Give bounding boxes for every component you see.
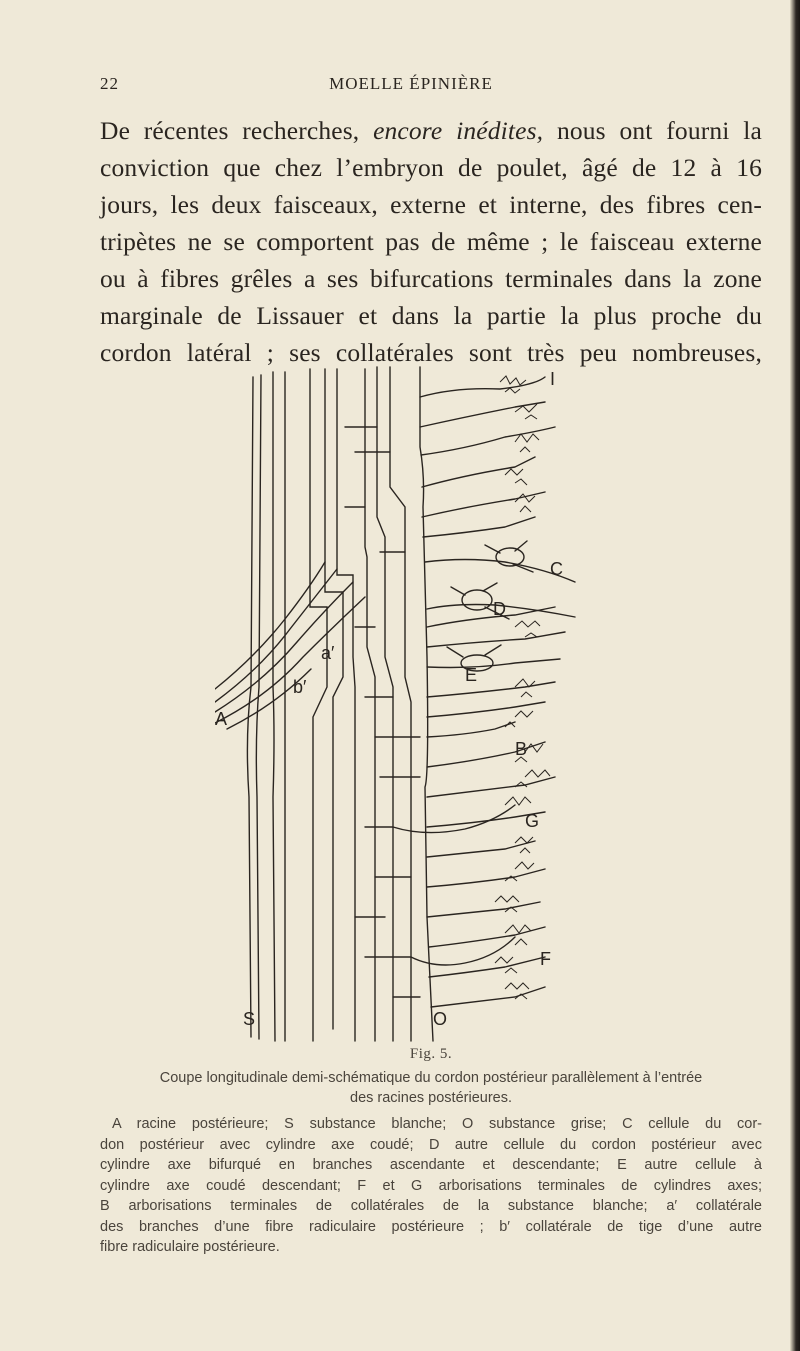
legend-line: B arborisations terminales de collatérales de la substance blanche; a′ collatérale [100, 1198, 762, 1214]
collateral-15 [427, 841, 535, 857]
label-s: S [243, 1009, 256, 1029]
legend-line: des branches d’une fibre radiculaire postérieure ; b′ collatérale de tige d’une autre [100, 1218, 762, 1235]
column-line-3 [273, 372, 275, 1041]
body-line [100, 112, 762, 149]
body-line: marginale de Lissauer et dans la partie la plus proche du [100, 301, 762, 330]
collateral-4 [422, 457, 535, 487]
collateral-18 [429, 927, 545, 947]
label-d: D [493, 599, 506, 619]
label-a: A [215, 709, 228, 729]
body-line: cordon latéral ; ses collatérales sont très peu nombreuses, [100, 338, 762, 367]
column-line-2 [256, 375, 261, 1039]
fiber-ticks [345, 427, 420, 997]
figure-legend [100, 1114, 762, 1258]
body-line: jours, les deux faisceaux, externe et interne, des fibres cen- [100, 190, 762, 219]
page-number: 22 [100, 74, 119, 93]
label-g: G [525, 811, 540, 831]
caption-line: des racines postérieures. [350, 1090, 512, 1106]
body-line: tripètes ne se comportent pas de même ; le faisceau externe [100, 227, 762, 256]
collateral-8 [427, 632, 565, 647]
collateral-16 [427, 869, 545, 887]
collateral-12 [427, 742, 545, 767]
label-c: C [550, 559, 563, 579]
collateral-5 [422, 492, 545, 517]
collateral-20 [431, 987, 545, 1007]
caption-line: Coupe longitudinale demi-schématique du cordon postérieur parallèlement à l’entrée [159, 1070, 703, 1086]
label-e: E [465, 665, 478, 685]
collateral-3 [421, 427, 555, 455]
body-line: ou à fibres grêles a ses bifurcations terminales dans la zone [100, 264, 762, 293]
grey-matter-border [420, 367, 433, 1041]
collateral-2 [420, 402, 545, 427]
column-line-7 [337, 369, 355, 1041]
collateral-9 [427, 682, 555, 697]
label-b: B [515, 739, 528, 759]
body-emphasis: encore inédites, [373, 116, 544, 145]
label-f: F [540, 949, 551, 969]
header-title: MOELLE ÉPINIÈRE [329, 74, 493, 93]
collateral-13 [427, 777, 555, 797]
cell-c-dendrites [485, 541, 533, 572]
label-o: O [433, 1009, 448, 1029]
running-head [100, 74, 722, 104]
collateral-17 [427, 902, 540, 917]
figure-svg [215, 357, 645, 1047]
body-line-text: De récentes recherches, [100, 116, 374, 145]
column-line-1 [247, 377, 253, 1037]
figure-number: Fig. 5. [409, 1046, 453, 1062]
fiber-f-axon [411, 937, 515, 965]
collateral-1 [420, 377, 545, 397]
column-line-8 [365, 369, 375, 1041]
collateral-19 [429, 957, 545, 977]
body-paragraph [100, 112, 762, 371]
cell-d-body [462, 590, 492, 610]
body-line-text: nous ont fourni la [543, 116, 762, 145]
root-fiber-2 [215, 569, 337, 702]
collateral-6 [423, 517, 535, 537]
label-i: I [550, 369, 556, 389]
legend-line: A racine postérieure; S substance blanche; O substance grise; C cellule du cor- [112, 1116, 762, 1132]
body-line: conviction que chez l’embryon de poulet, âgé de 12 à 16 [100, 153, 762, 182]
legend-line: fibre radiculaire postérieure. [100, 1239, 280, 1255]
legend-line: don postérieur avec cylindre axe coudé; D autre cellule du cordon postérieur avec [100, 1136, 762, 1153]
label-a-prime: a′ [321, 643, 335, 663]
figure-spinal-cord-diagram [215, 357, 645, 1047]
collateral-11 [427, 722, 515, 737]
legend-line: cylindre axe bifurqué en branches ascendante et descendante; E autre cellule à [100, 1157, 762, 1173]
page-edge-shadow [790, 0, 800, 1351]
collateral-10 [427, 702, 545, 717]
legend-line: cylindre axe coudé descendant; F et G arborisations terminales de cylindres axes; [100, 1177, 762, 1194]
figure-caption [100, 1068, 762, 1108]
column-line-6 [325, 369, 343, 1029]
label-b-prime: b′ [293, 677, 307, 697]
